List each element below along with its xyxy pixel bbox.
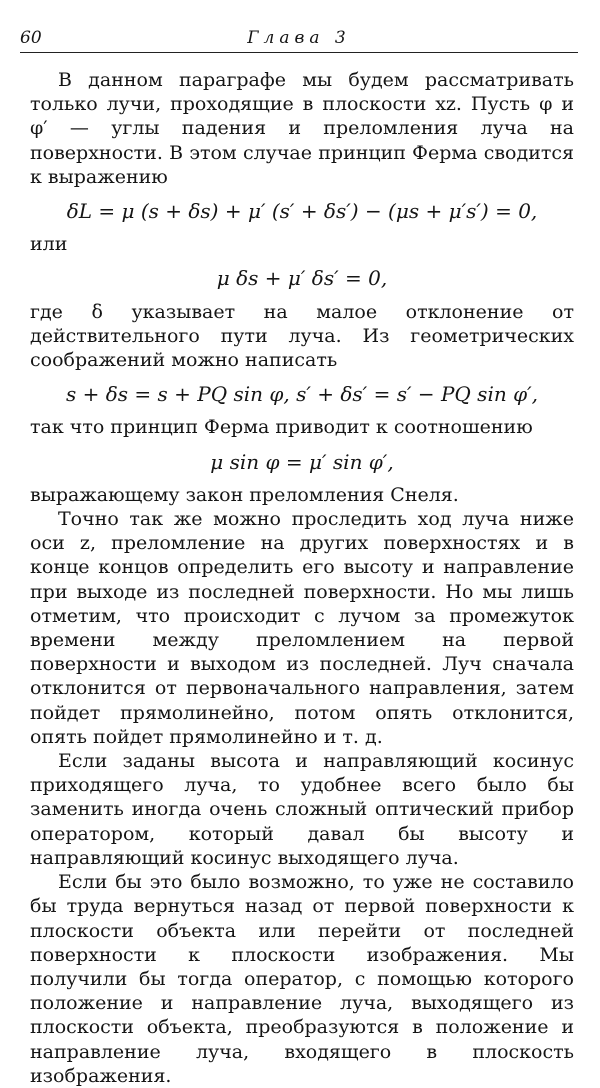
paragraph-7: Если заданы высота и направляющий косинус приходящего луча, то удобнее всего было бы заменить иногда очень сложный оптический прибор оператором, который давал бы высоту и направляющий косинус выходящего луча. <box>30 750 574 869</box>
paragraph-8: Если бы это было возможно, то уже не составило бы труда вернуться назад от первой поверхности к плоскости объекта или перейти от последней поверхности к плоскости изображения. Мы получили бы тогда оператор, с помощью которого положение и направление луча, выходящего из плоскости объекта, преобразуются в положение и направление луча, входящего в плоскость изображения. <box>30 871 574 1087</box>
page-header <box>20 26 578 53</box>
page-number: 60 <box>20 28 42 48</box>
page-body <box>30 68 574 1088</box>
paragraph-1: В данном параграфе мы будем рассматривать только лучи, проходящие в плоскости xz. Пусть φ и φ′ — углы падения и преломления луча на поверхности. В этом случае принцип Ферма сводится к выражению <box>30 69 574 188</box>
equation-snell-law: μ sin φ = μ′ sin φ′, <box>210 449 394 474</box>
paragraph-2: или <box>30 233 68 256</box>
equation-fermat-variation: δL = μ (s + δs) + μ′ (s′ + δs′) − (μs + μ′s′) = 0, <box>66 199 538 224</box>
paragraph-3: где δ указывает на малое отклонение от действительного пути луча. Из геометрических соображений можно написать <box>30 300 574 372</box>
paragraph-5: выражающему закон преломления Снеля. <box>30 483 459 506</box>
paragraph-4: так что принцип Ферма приводит к соотношению <box>30 416 533 439</box>
equation-fermat-reduced: μ δs + μ′ δs′ = 0, <box>216 266 388 291</box>
paragraph-6: Точно так же можно проследить ход луча ниже оси z, преломление на других поверхностях и в конце концов определить его высоту и направление при выходе из последней поверхности. Но мы лишь отметим, что происходит с лучом за промежуток времени между преломлением на первой поверхности и выходом из последней. Луч сначала отклонится от первоначального направления, затем пойдет прямолинейно, потом опять отклонится, опять пойдет прямолинейно и т. д. <box>30 508 574 748</box>
running-head: Глава 3 <box>247 28 351 48</box>
equation-geometric-relations: s + δs = s + PQ sin φ, s′ + δs′ = s′ − PQ sin φ′, <box>66 382 538 407</box>
